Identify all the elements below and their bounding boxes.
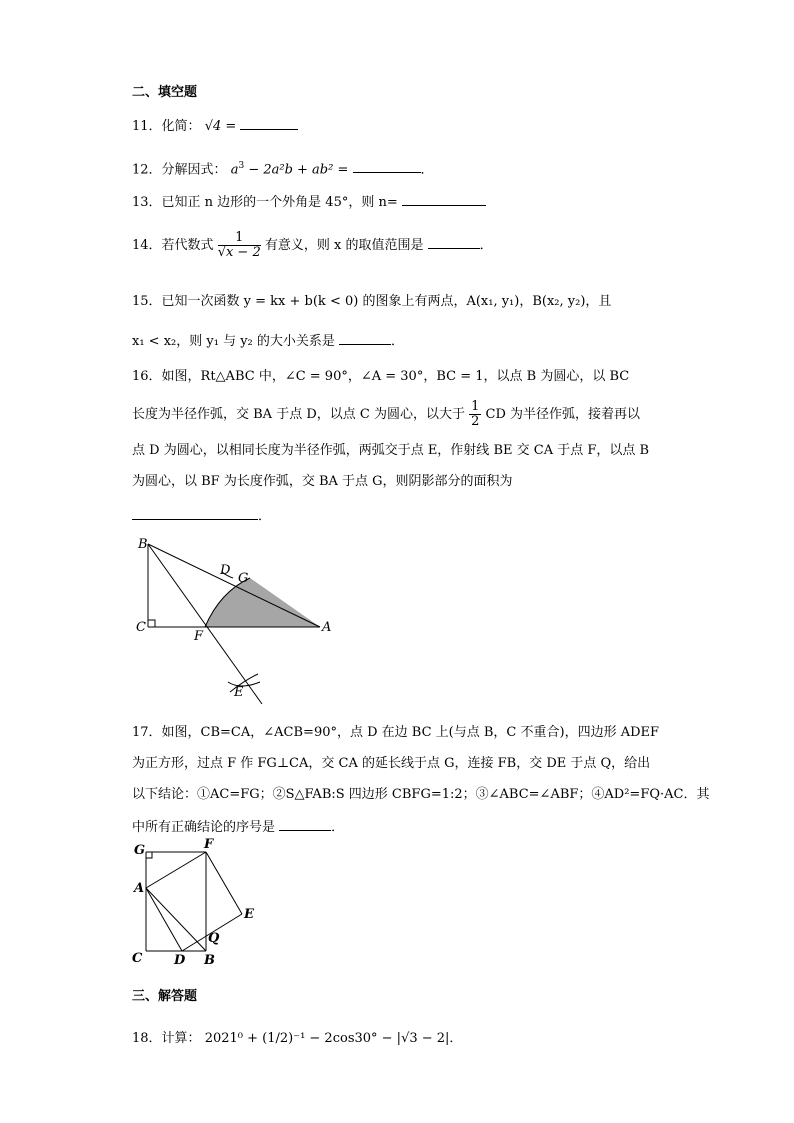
question-14-post: 有意义，则 x 的取值范围是 bbox=[264, 238, 424, 253]
label-F: F bbox=[204, 838, 214, 852]
section-answer: 三、解答题 bbox=[132, 989, 198, 1004]
label-B: B bbox=[204, 953, 215, 968]
answer-blank-12[interactable] bbox=[353, 159, 421, 173]
question-15-end: ． bbox=[391, 334, 405, 349]
question-17-line-2: 为正方形，过点 F 作 FG⊥CA，交 CA 的延长线于点 G，连接 FB，交 DE 于点 Q，给出 bbox=[132, 756, 651, 771]
question-16-line-4: 为圆心，以 BF 为长度作弧，交 BA 于点 G，则阴影部分的面积为 bbox=[132, 474, 513, 489]
question-12-expr-a: a bbox=[230, 162, 239, 178]
question-14 bbox=[132, 226, 493, 266]
label-G: G bbox=[134, 843, 146, 858]
question-12: 12．分解因式： $a^3 - 2a^2b + ab^2$ = ． bbox=[132, 161, 434, 178]
question-14-pre: 14．若代数式 bbox=[132, 238, 214, 253]
label-E: E bbox=[244, 907, 254, 922]
label-Q: Q bbox=[208, 931, 220, 946]
question-16-frac-num: 1 bbox=[471, 399, 480, 414]
question-11 bbox=[132, 116, 298, 136]
question-17-line-3: 以下结论：①AC=FG；②S△FAB:S 四边形 CBFG=1:2；③∠ABC=∠ABF；④AD²=FQ·AC．其 bbox=[132, 787, 710, 802]
label-B: B bbox=[138, 537, 148, 552]
question-15-line-2-text: x₁ < x₂，则 y₁ 与 y₂ 的大小关系是 bbox=[132, 334, 335, 349]
question-14-denominator: √x − 2 bbox=[217, 245, 261, 260]
label-E: E bbox=[234, 685, 244, 700]
label-C: C bbox=[136, 620, 146, 635]
question-13 bbox=[132, 192, 486, 212]
shaded-region bbox=[205, 578, 320, 627]
question-14-fraction bbox=[218, 231, 261, 260]
answer-blank-14[interactable] bbox=[428, 235, 480, 249]
question-17-line-4 bbox=[132, 817, 344, 837]
question-16-frac-den: 2 bbox=[471, 414, 480, 429]
question-11-expr: √4 = bbox=[204, 119, 237, 134]
label-D: D bbox=[174, 953, 186, 968]
question-16-fraction bbox=[469, 400, 481, 429]
question-16-line-3: 点 D 为圆心，以相同长度为半径作弧，两弧交于点 E，作射线 BE 交 CA 于点 F，以点 B bbox=[132, 443, 650, 458]
label-C: C bbox=[132, 951, 143, 966]
question-16-answer-line bbox=[132, 506, 271, 526]
label-A: A bbox=[134, 881, 145, 896]
question-17-end: ． bbox=[331, 820, 345, 835]
question-14-numerator: 1 bbox=[218, 231, 261, 246]
answer-blank-17[interactable] bbox=[279, 817, 331, 831]
answer-blank-13[interactable] bbox=[402, 192, 486, 206]
question-18-pre: 18．计算： bbox=[132, 1031, 201, 1046]
question-16-end: ． bbox=[258, 509, 272, 524]
section-fill-in: 二、填空题 bbox=[132, 85, 198, 100]
question-16-line-2-post: CD 为半径作弧，接着再以 bbox=[485, 407, 641, 422]
question-17-line-1: 17．如图，CB=CA，∠ACB=90°，点 D 在边 BC 上(与点 B，C 不重合)，四边形 ADEF bbox=[132, 725, 660, 740]
answer-blank-11[interactable] bbox=[240, 116, 298, 130]
label-A: A bbox=[322, 620, 332, 635]
question-15-line-2 bbox=[132, 331, 404, 351]
question-12-end: ． bbox=[420, 162, 434, 178]
question-13-text: 13．已知正 n 边形的一个外角是 45°，则 n= bbox=[132, 195, 398, 210]
label-D: D bbox=[220, 563, 231, 578]
answer-blank-16[interactable] bbox=[132, 506, 258, 520]
label-F: F bbox=[194, 629, 204, 644]
question-12-expr-rest: − 2a²b + ab² = bbox=[244, 162, 349, 178]
question-16-line-2-pre: 长度为半径作弧，交 BA 于点 D，以点 C 为圆心，以大于 bbox=[132, 407, 465, 422]
question-12-text: 12．分解因式： bbox=[132, 162, 227, 178]
question-16-line-1: 16．如图，Rt△ABC 中，∠C = 90°，∠A = 30°，BC = 1，以点 B 为圆心，以 BC bbox=[132, 369, 630, 384]
figure-16-triangle bbox=[130, 532, 350, 707]
question-15-line-1: 15．已知一次函数 y = kx + b(k < 0) 的图象上有两点，A(x₁, y₁)，B(x₂, y₂)，且 bbox=[132, 294, 612, 309]
question-18-expr: 2021⁰ + (1/2)⁻¹ − 2cos30° − |√3 − 2|． bbox=[204, 1031, 463, 1046]
question-17-line-4-text: 中所有正确结论的序号是 bbox=[132, 820, 276, 835]
question-16-line-2 bbox=[132, 398, 640, 432]
question-14-end: ． bbox=[479, 238, 493, 253]
answer-blank-15[interactable] bbox=[339, 331, 391, 345]
figure-17-square bbox=[128, 838, 268, 968]
question-11-text: 11．化简： bbox=[132, 119, 201, 134]
question-18 bbox=[132, 1030, 462, 1048]
label-G: G bbox=[238, 571, 249, 586]
